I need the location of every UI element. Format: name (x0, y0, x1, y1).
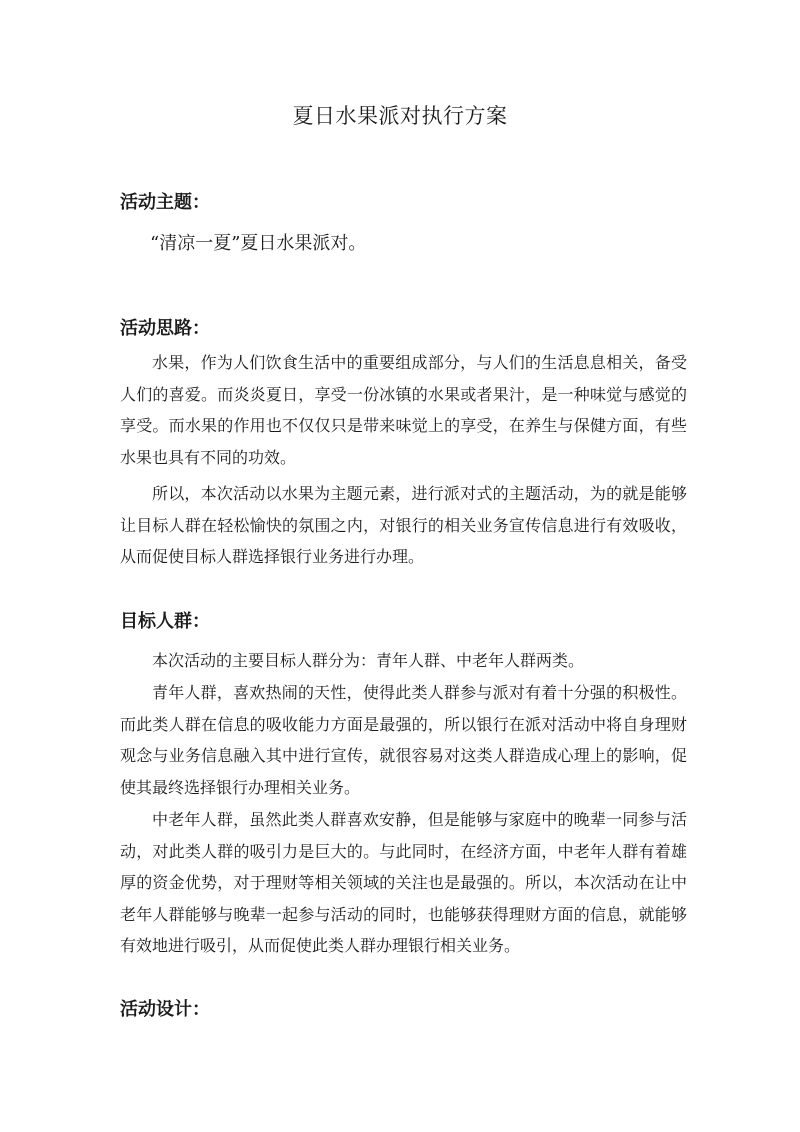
approach-paragraph-1: 水果，作为人们饮食生活中的重要组成部分，与人们的生活息息相关，备受人们的喜爱。而炎炎夏日，享受一份冰镇的水果或者果汁，是一种味觉与感觉的享受。而水果的作用也不仅仅只是带来味觉上的享受，在养生与保健方面，有些水果也具有不同的功效。 (120, 353, 687, 467)
target-paragraph-3: 中老年人群，虽然此类人群喜欢安静，但是能够与家庭中的晚辈一同参与活动，对此类人群的吸引力是巨大的。与此同时，在经济方面，中老年人群有着雄厚的资金优势，对于理财等相关领域的关注也是最强的。所以，本次活动在让中老年人群能够与晚辈一起参与活动的同时，也能够获得理财方面的信息，就能够有效地进行吸引，从而促使此类人群办理银行相关业务。 (120, 810, 687, 955)
theme-paragraph: “清凉一夏”夏日水果派对。 (150, 233, 367, 254)
section-heading-target: 目标人群： (120, 611, 210, 632)
section-heading-theme: 活动主题： (120, 192, 210, 213)
section-heading-approach: 活动思路： (120, 318, 210, 339)
document-title: 夏日水果派对执行方案 (292, 104, 508, 128)
section-heading-design: 活动设计： (120, 999, 210, 1020)
target-paragraph-2: 青年人群，喜欢热闹的天性，使得此类人群参与派对有着十分强的积极性。而此类人群在信息的吸收能力方面是最强的，所以银行在派对活动中将自身理财观念与业务信息融入其中进行宣传，就很容易对这类人群造成心理上的影响，促使其最终选择银行办理相关业务。 (120, 683, 687, 797)
approach-paragraph-2: 所以，本次活动以水果为主题元素，进行派对式的主题活动，为的就是能够让目标人群在轻松愉快的氛围之内，对银行的相关业务宣传信息进行有效吸收，从而促使目标人群选择银行业务进行办理。 (120, 484, 687, 566)
target-paragraph-1: 本次活动的主要目标人群分为：青年人群、中老年人群两类。 (152, 651, 585, 670)
